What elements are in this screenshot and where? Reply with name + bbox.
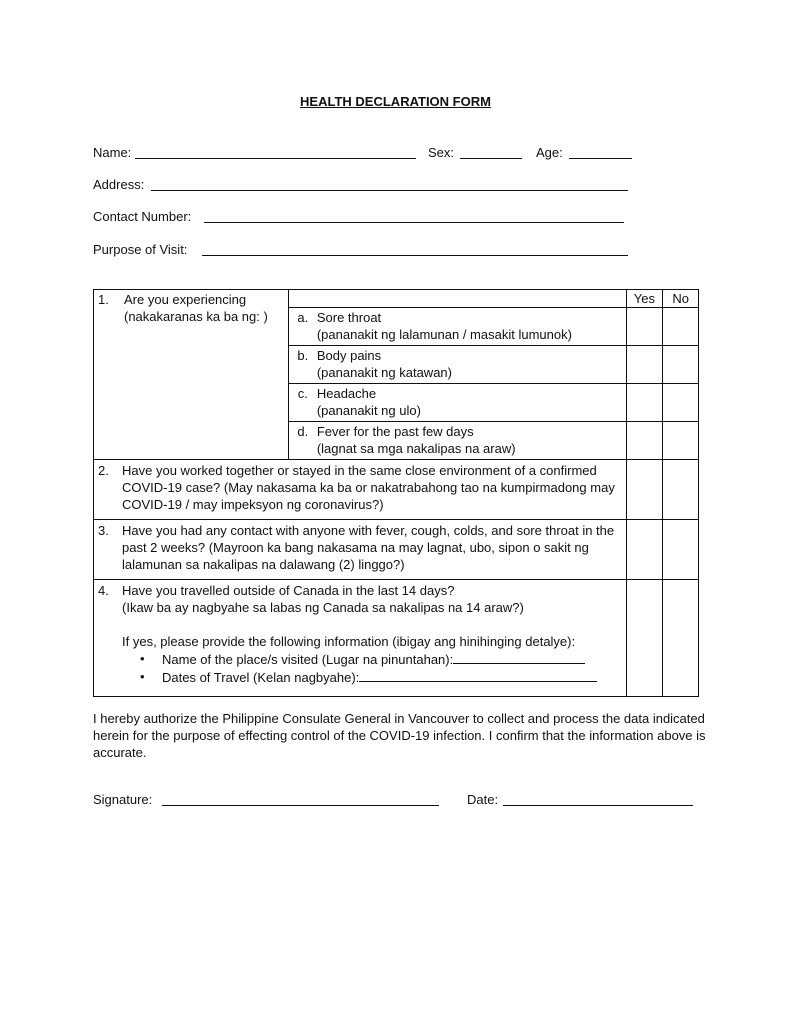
symptom-questionnaire (93, 289, 699, 697)
q3-cell (94, 520, 627, 580)
q1d-yes-box[interactable] (626, 422, 663, 460)
q4-cell (94, 580, 627, 697)
q1-header-blank (288, 290, 626, 308)
q4-line2: (Ikaw ba ay nagbyahe sa labas ng Canada sa nakalipas na 14 araw?) (122, 600, 524, 615)
address-field[interactable] (151, 190, 628, 191)
q1c-no-box[interactable] (663, 384, 699, 422)
dates-label: Dates of Travel (Kelan nagbyahe): (162, 670, 360, 685)
item-en: Fever for the past few days (316, 424, 474, 439)
q2-yes-box[interactable] (626, 460, 663, 520)
address-label: Address: (93, 177, 145, 192)
dates-field[interactable] (359, 668, 597, 682)
signature-label: Signature: (93, 792, 153, 807)
q3-text: Have you had any contact with anyone with fever, cough, colds, and sore throat in the past 2 weeks? (Mayroon ka bang nakasama na may lagnat, ubo, sipon o sakit ng lalamunan sa nakalipas na dalawang (2) linggo?) (122, 523, 615, 572)
bullet-places (162, 650, 622, 668)
q2-text: Have you worked together or stayed in the same close environment of a confirmed COVID-19 case? (May nakasama ka ba or nakatrabahong tao na kumpirmadong may COVID-19 / may impeksyon ng coronavirus?) (122, 463, 615, 512)
name-label: Name: (93, 145, 132, 160)
q1d-no-box[interactable] (663, 422, 699, 460)
places-label: Name of the place/s visited (Lugar na pinuntahan): (162, 652, 454, 667)
q1a-no-box[interactable] (663, 308, 699, 346)
sex-field[interactable] (460, 158, 522, 159)
q4-yes-box[interactable] (626, 580, 663, 697)
item-letter: b. (297, 348, 309, 363)
q1-cell (94, 290, 289, 460)
item-en: Body pains (316, 348, 382, 363)
q2-cell (94, 460, 627, 520)
q4-line1: Have you travelled outside of Canada in the last 14 days? (122, 583, 455, 598)
bullet-dates (162, 668, 622, 686)
authorization-statement: I hereby authorize the Philippine Consulate General in Vancouver to collect and process the data indicated herein for the purpose of effecting control of the COVID-19 infection. I confirm that the information above is accurate. (93, 711, 706, 760)
signature-field[interactable] (162, 805, 439, 806)
q1-number: 1. (98, 292, 109, 307)
q3-number: 3. (98, 523, 109, 538)
places-field[interactable] (453, 650, 585, 664)
q2-number: 2. (98, 463, 109, 478)
q4-ifyes: If yes, please provide the following information (ibigay ang hinihinging detalye): (122, 634, 576, 649)
item-tl: (pananakit ng katawan) (316, 365, 452, 380)
q1a-yes-box[interactable] (626, 308, 663, 346)
age-label: Age: (536, 145, 563, 160)
purpose-label: Purpose of Visit: (93, 242, 188, 257)
q1-item-a (288, 308, 626, 346)
yes-header: Yes (626, 290, 663, 308)
sex-label: Sex: (428, 145, 455, 160)
q1-line2: (nakakaranas ka ba ng: ) (124, 309, 268, 324)
item-tl: (pananakit ng ulo) (316, 403, 421, 418)
q1-item-c (288, 384, 626, 422)
date-field[interactable] (503, 805, 693, 806)
item-letter: c. (297, 386, 308, 401)
date-label: Date: (467, 792, 499, 807)
item-tl: (pananakit ng lalamunan / masakit lumunok) (316, 327, 572, 342)
q2-no-box[interactable] (663, 460, 699, 520)
name-field[interactable] (135, 158, 416, 159)
q1b-no-box[interactable] (663, 346, 699, 384)
age-field[interactable] (569, 158, 632, 159)
item-tl: (lagnat sa mga nakalipas na araw) (316, 441, 516, 456)
item-en: Sore throat (316, 310, 382, 325)
item-letter: d. (297, 424, 309, 439)
form-title: HEALTH DECLARATION FORM (300, 94, 491, 109)
no-header: No (663, 290, 699, 308)
q1c-yes-box[interactable] (626, 384, 663, 422)
q1-item-b (288, 346, 626, 384)
q4-number: 4. (98, 583, 109, 598)
q4-no-box[interactable] (663, 580, 699, 697)
q1-line1: Are you experiencing (124, 292, 247, 307)
purpose-field[interactable] (202, 255, 628, 256)
q1-item-d (288, 422, 626, 460)
contact-label: Contact Number: (93, 209, 192, 224)
item-letter: a. (297, 310, 309, 325)
q3-no-box[interactable] (663, 520, 699, 580)
contact-field[interactable] (204, 222, 624, 223)
item-en: Headache (316, 386, 377, 401)
q3-yes-box[interactable] (626, 520, 663, 580)
q1b-yes-box[interactable] (626, 346, 663, 384)
